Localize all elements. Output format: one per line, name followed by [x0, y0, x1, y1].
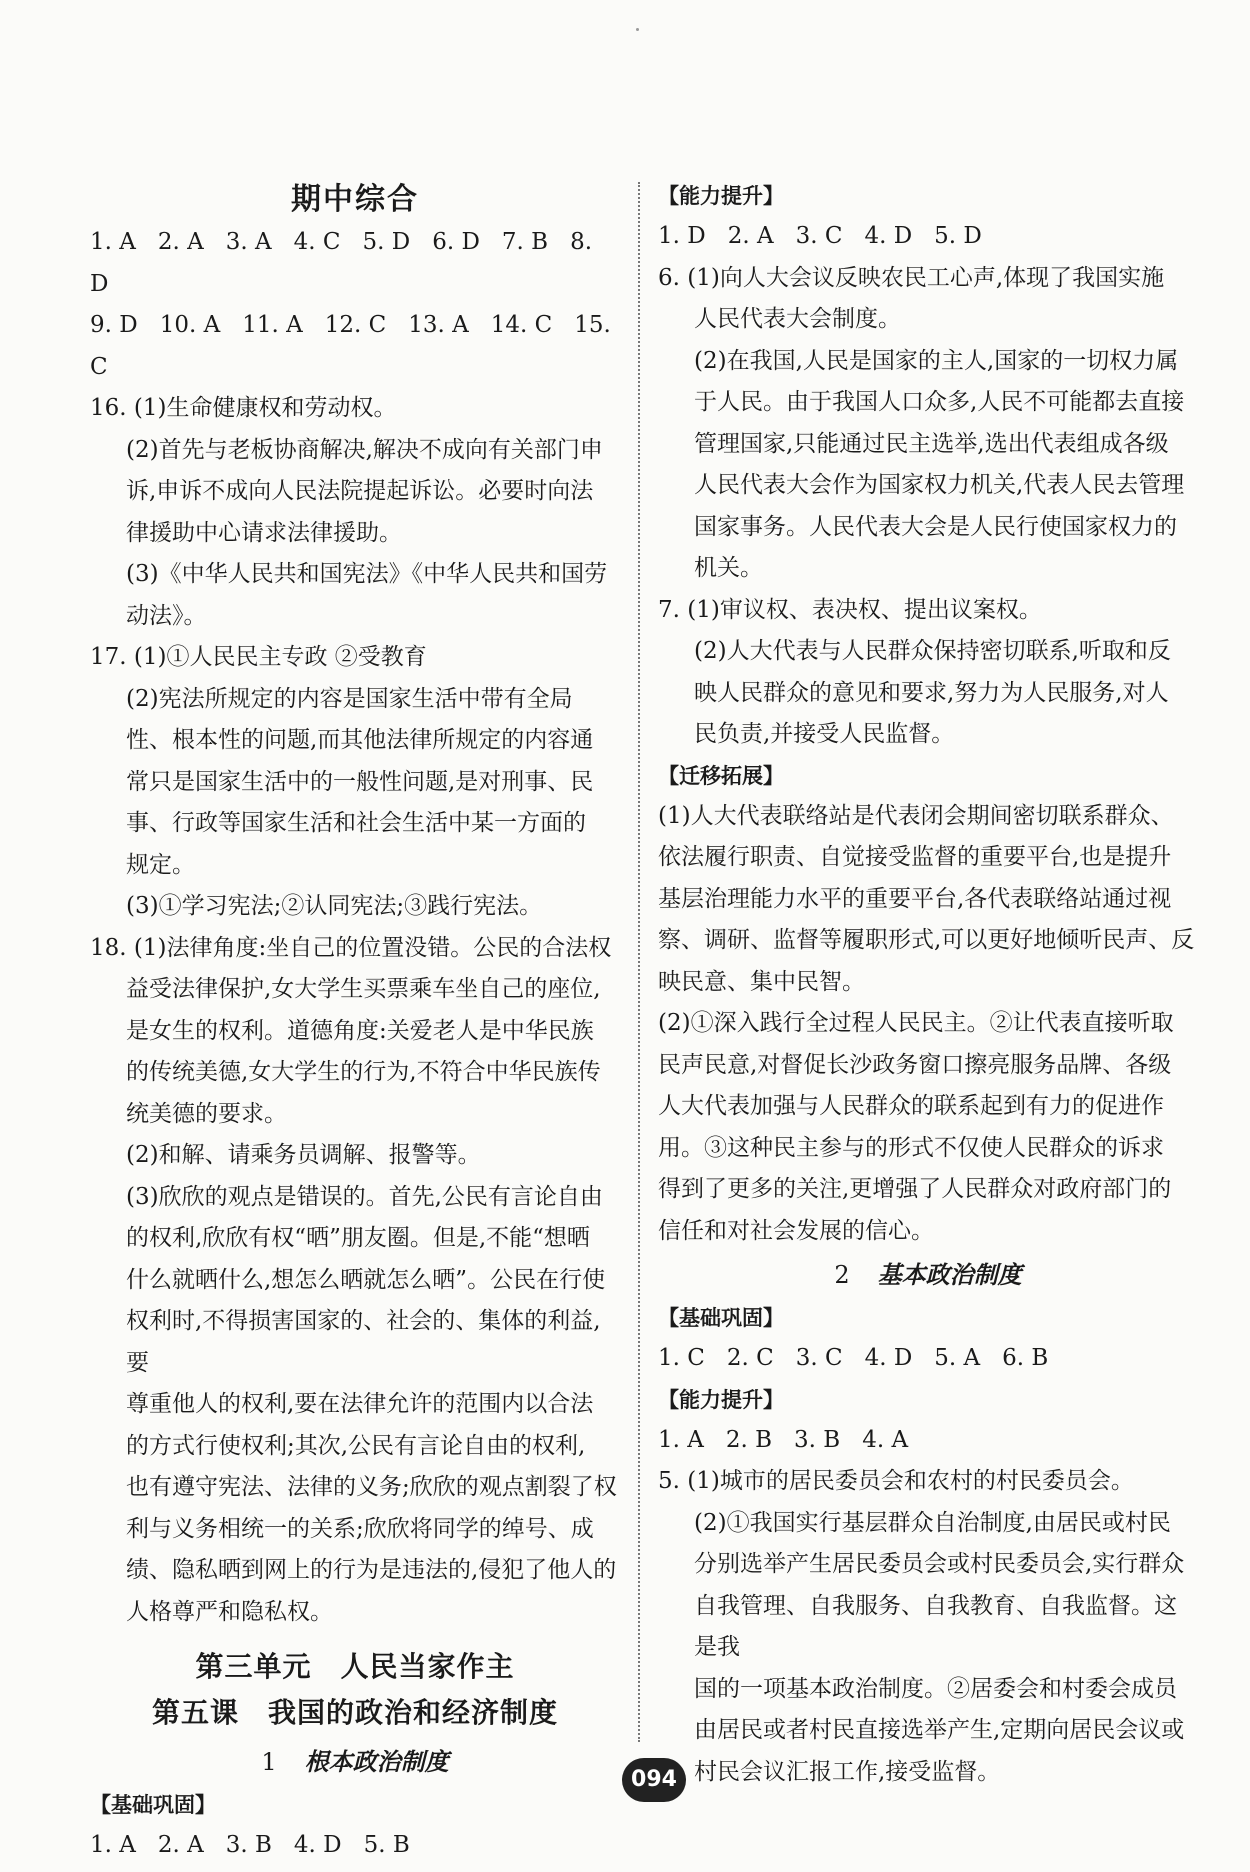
text-line: (2)在我国,人民是国家的主人,国家的一切权力属: [694, 347, 1179, 374]
right-column: [658, 176, 1198, 1793]
answer-item: 3. C: [795, 1345, 843, 1371]
question-7: [658, 590, 1198, 756]
answer-item: 8. D: [90, 229, 593, 297]
subsection-heading: [658, 1252, 1198, 1298]
question-5: [658, 1461, 1198, 1793]
answer-item: 2. A: [157, 229, 204, 255]
text-line: 事、行政等国家生活和社会生活中某一方面的: [126, 810, 586, 836]
text-line: 5. (1)城市的居民委员会和农村的村民委员会。: [658, 1468, 1134, 1494]
text-line: 也有遵守宪法、法律的义务;欣欣的观点割裂了权: [126, 1474, 617, 1500]
text-line: 统美德的要求。: [126, 1100, 287, 1127]
answer-item: 2. B: [725, 1426, 773, 1453]
answer-item: 3. B: [794, 1426, 841, 1453]
text-line: 人格尊严和隐私权。: [126, 1598, 333, 1625]
text-line: (2)宪法所规定的内容是国家生活中带有全局: [126, 685, 573, 712]
text-line: 16. (1)生命健康权和劳动权。: [90, 395, 397, 421]
page-number-badge: 094: [622, 1758, 686, 1802]
text-line: 民负责,并接受人民监督。: [694, 721, 955, 747]
text-line: (3)《中华人民共和国宪法》《中华人民共和国劳: [126, 561, 608, 587]
text-line: 国家事务。人民代表大会是人民行使国家权力的: [694, 513, 1177, 540]
text-line: 分别选举产生居民委员会或村民委员会,实行群众: [694, 1551, 1185, 1577]
text-line: 人民代表大会作为国家权力机关,代表人民去管理: [694, 472, 1185, 498]
text-line: 17. (1)①人民民主专政 ②受教育: [90, 644, 427, 670]
answer-item: 4. D: [864, 223, 913, 249]
answer-item: 11. A: [242, 312, 303, 338]
text-line: 6. (1)向人大会议反映农民工心声,体现了我国实施: [658, 264, 1165, 291]
text-line: 于人民。由于我国人口众多,人民不可能都去直接: [694, 389, 1185, 415]
answer-item: 2. C: [726, 1345, 774, 1371]
subsection-title: 根本政治制度: [304, 1747, 449, 1776]
section-label-basic: 【基础巩固】: [658, 1306, 784, 1330]
text-line: 信任和对社会发展的信心。: [658, 1217, 934, 1244]
subsection-heading: [90, 1739, 620, 1785]
text-line: (2)①我国实行基层群众自治制度,由居民或村民: [694, 1509, 1171, 1536]
answer-item: 5. A: [934, 1345, 981, 1371]
text-line: (3)欣欣的观点是错误的。首先,公民有言论自由: [126, 1183, 603, 1210]
left-column: [90, 178, 620, 1867]
text-line: 村民会议汇报工作,接受监督。: [694, 1758, 1001, 1785]
text-line: 性、根本性的问题,而其他法律所规定的内容通: [126, 727, 594, 753]
text-line: (2)和解、请乘务员调解、报警等。: [126, 1142, 481, 1168]
text-line: 自我管理、自我服务、自我教育、自我监督。这是我: [694, 1592, 1177, 1660]
text-line: (3)①学习宪法;②认同宪法;③践行宪法。: [126, 893, 543, 919]
answer-item: 13. A: [408, 312, 469, 338]
text-line: 7. (1)审议权、表决权、提出议案权。: [658, 596, 1042, 623]
text-line: 映人民群众的意见和要求,努力为人民服务,对人: [694, 679, 1169, 706]
text-line: 益受法律保护,女大学生买票乘车坐自己的座位,: [126, 976, 601, 1002]
answers-basic: [658, 1338, 1198, 1380]
answer-item: 1. A: [90, 1832, 136, 1858]
answer-item: 14. C: [490, 312, 553, 338]
answers-row-2: [90, 305, 620, 388]
text-line: 人大代表加强与人民群众的联系起到有力的促进作: [658, 1093, 1164, 1119]
answer-item: 9. D: [90, 312, 138, 338]
answer-item: 4. A: [862, 1426, 909, 1453]
text-line: 察、调研、监督等履职形式,可以更好地倾听民声、反: [658, 927, 1195, 953]
answer-item: 5. D: [362, 229, 411, 255]
answer-item: 1. A: [90, 229, 136, 255]
answer-item: 5. D: [934, 223, 982, 249]
text-line: 的权利,欣欣有权“晒”朋友圈。但是,不能“想晒: [126, 1225, 590, 1251]
answer-item: 3. A: [225, 229, 272, 255]
text-line: 机关。: [694, 555, 763, 581]
answer-item: 3. B: [225, 1832, 272, 1858]
section-label-basic: 【基础巩固】: [90, 1793, 216, 1817]
text-line: 用。③这种民主参与的形式不仅使人民群众的诉求: [658, 1134, 1164, 1161]
answer-item: 4. D: [293, 1832, 342, 1858]
subsection-title: 基本政治制度: [877, 1260, 1022, 1289]
text-line: 国的一项基本政治制度。②居委会和村委会成员: [694, 1675, 1177, 1702]
text-line: 得到了更多的关注,更增强了人民群众对政府部门的: [658, 1176, 1172, 1202]
section-label-transfer: 【迁移拓展】: [658, 763, 784, 788]
lesson-heading: 第五课 我国的政治和经济制度: [151, 1696, 558, 1729]
text-line: 律援助中心请求法律援助。: [126, 519, 402, 546]
answers-ability: [658, 1420, 1198, 1462]
text-line: (2)首先与老板协商解决,解决不成向有关部门申: [126, 436, 603, 463]
answer-item: 1. D: [658, 223, 706, 249]
text-line: 常只是国家生活中的一般性问题,是对刑事、民: [126, 768, 594, 795]
text-line: 管理国家,只能通过民主选举,选出代表组成各级: [694, 430, 1169, 457]
text-line: 的方式行使权利;其次,公民有言论自由的权利,: [126, 1432, 586, 1459]
question-18: [90, 928, 620, 1634]
text-line: (2)①深入践行全过程人民民主。②让代表直接听取: [658, 1010, 1174, 1036]
text-line: 基层治理能力水平的重要平台,各代表联络站通过视: [658, 885, 1172, 912]
answer-item: 12. C: [324, 312, 387, 338]
subsection-number: 1: [261, 1748, 277, 1776]
text-line: 动法》。: [126, 602, 207, 629]
answer-item: 15. C: [90, 312, 611, 380]
text-line: 权利时,不得损害国家的、社会的、集体的利益,要: [126, 1308, 601, 1376]
text-line: (1)人大代表联络站是代表闭会期间密切联系群众、: [658, 802, 1174, 829]
column-divider: [638, 182, 640, 1742]
answer-item: 2. A: [157, 1832, 204, 1858]
page-mark: [636, 28, 639, 31]
text-line: 由居民或者村民直接选举产生,定期向居民会议或: [694, 1717, 1185, 1743]
answer-item: 5. B: [363, 1832, 410, 1858]
text-line: 尊重他人的权利,要在法律允许的范围内以合法: [126, 1391, 594, 1417]
section-title-midterm: 期中综合: [291, 182, 419, 217]
answers-row-1: [90, 222, 620, 305]
answer-item: 6. D: [432, 229, 480, 255]
question-17: [90, 637, 620, 928]
answer-item: 10. A: [159, 312, 221, 338]
text-line: 利与义务相统一的关系;欣欣将同学的绰号、成: [126, 1515, 594, 1542]
answer-item: 4. D: [864, 1345, 913, 1371]
section-label-ability: 【能力提升】: [658, 1387, 784, 1412]
answer-item: 1. A: [658, 1426, 704, 1453]
unit-heading: 第三单元 人民当家作主: [195, 1650, 515, 1683]
answer-item: 6. B: [1002, 1345, 1049, 1371]
text-line: 规定。: [126, 851, 195, 878]
answer-item: 7. B: [501, 229, 549, 255]
text-line: 18. (1)法律角度:坐自己的位置没错。公民的合法权: [90, 934, 612, 961]
text-line: 人民代表大会制度。: [694, 306, 901, 332]
text-line: 依法履行职责、自觉接受监督的重要平台,也是提升: [658, 844, 1172, 870]
question-16: [90, 388, 620, 637]
subsection-number: 2: [834, 1261, 850, 1289]
text-line: 民声民意,对督促长沙政务窗口擦亮服务品牌、各级: [658, 1051, 1172, 1078]
text-line: 映民意、集中民智。: [658, 968, 865, 995]
text-line: 的传统美德,女大学生的行为,不符合中华民族传: [126, 1059, 601, 1085]
text-line: (2)人大代表与人民群众保持密切联系,听取和反: [694, 638, 1171, 664]
answer-item: 4. C: [293, 229, 341, 255]
answer-item: 1. C: [658, 1345, 705, 1371]
question-6: [658, 258, 1198, 590]
answers-ability: [658, 216, 1198, 258]
answer-item: 3. C: [795, 223, 843, 249]
answers-basic: [90, 1825, 620, 1867]
text-line: 什么就晒什么,想怎么晒就怎么晒”。公民在行使: [126, 1266, 606, 1293]
answer-item: 2. A: [727, 223, 774, 249]
section-label-ability: 【能力提升】: [658, 184, 784, 208]
text-line: 诉,申诉不成向人民法院提起诉讼。必要时向法: [126, 478, 594, 504]
text-line: 是女生的权利。道德角度:关爱老人是中华民族: [126, 1017, 594, 1044]
transfer-answer: [658, 796, 1198, 1253]
text-line: 绩、隐私晒到网上的行为是违法的,侵犯了他人的: [126, 1557, 617, 1583]
